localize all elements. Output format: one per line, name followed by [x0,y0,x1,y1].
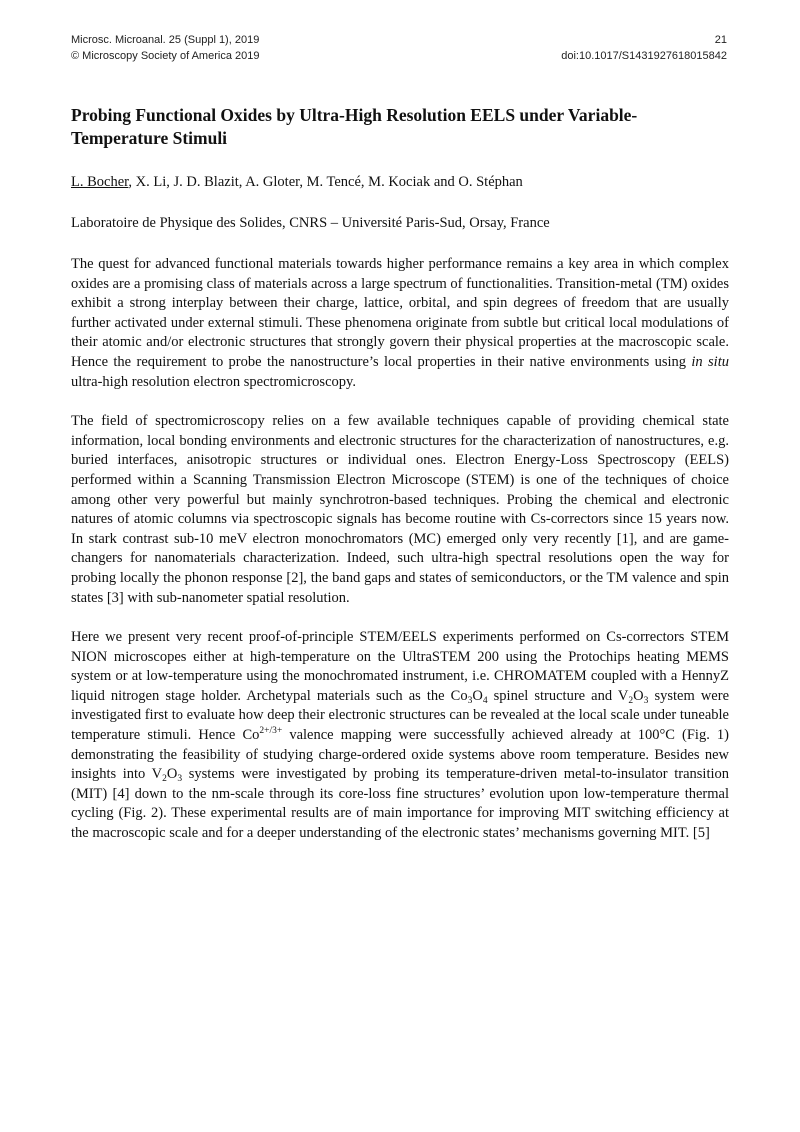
v2o3-subscript-3: 3 [643,695,649,706]
paragraph-3-text-5: systems were investigated by probing its temperature-driven metal-to-insulator transition (MIT) [4] down to the nm-scale through its core-loss fine structures’ evolution upon low-temperature thermal cycling (Fig. 2). These experimental results are of main importance for improving MIT switching efficiency at the macroscopic scale and for a deeper understanding of the electronic states’ mechanisms governing MIT. [5] [71,766,730,842]
presenting-author: L. Bocher [71,174,129,190]
paragraph-1-text-b: ultra-high resolution electron spectromicroscopy. [71,373,356,390]
article-title: Probing Functional Oxides by Ultra-High Resolution EELS under Variable-Temperature Stimuli [71,105,638,148]
co3o4-subscript-3: 3 [467,695,473,706]
co3o4-oxygen: O [472,687,483,704]
v2o3b-subscript-3: 3 [177,774,183,785]
v2o3b-oxygen: O [166,766,178,783]
paragraph-1-italic: in situ [691,353,729,370]
v2o3-subscript-2: 2 [628,695,634,706]
page-number: 21 [714,34,727,46]
paragraph-3-text-2: spinel structure and V [487,687,629,704]
header-left [71,32,259,64]
co3o4-subscript-4: 4 [482,695,488,706]
affiliation: Laboratoire de Physique des Solides, CNRS – Université Paris-Sud, Orsay, France [71,215,550,231]
author-list [71,173,729,192]
co-valence-superscript: 2+/3+ [259,726,283,737]
v2o3-oxygen: O [633,687,644,704]
paragraph-3-text-3: system were investigated first to evaluate how deep their electronic structures can be revealed at the local scale under tuneable temperature stimuli. Hence Co [71,687,729,744]
paragraph-2: The field of spectromicroscopy relies on a few available techniques capable of providing chemical state information, local bonding environments and electronic structures for the characterization of nanostructures, e.g. buried interfaces, anisotropic structures or individual ones. Electron Energy-Loss Spectroscopy (EELS) performed within a Scanning Transmission Electron Microscope (STEM) is one of the techniques of choice among other very powerful but mainly synchrotron-based techniques. Probing the chemical and electronic natures of atomic columns via spectroscopic signals has become routine with Cs-correctors since 15 years now. In stark contrast sub-10 meV electron monochromators (MC) emerged only very recently [1], and are game-changers for nanomaterials characterization. Indeed, such ultra-high spectral resolutions open the way for probing locally the phonon response [2], the band gaps and states of semiconductors, or the TM valence and spin states [3] with sub-nanometer spatial resolution. [71,413,729,606]
header-right [561,32,727,64]
page-header [71,32,727,66]
paragraph-3-text-1: Here we present very recent proof-of-principle STEM/EELS experiments performed on Cs-correctors STEM NION microscopes either at high-temperature on the UltraSTEM 200 using the Protochips heating MEMS system or at low-temperature using the monochromated instrument, i.e. CHROMATEM coupled with a HennyZ liquid nitrogen stage holder. Archetypal materials such as the Co [71,629,729,704]
paragraph-3-text-4: valence mapping were successfully achieved already at 100°C (Fig. 1) demonstrating the feasibility of studying charge-ordered oxide systems above room temperature. Besides new insights into V [71,727,729,783]
paragraph-1-text-a: The quest for advanced functional materials towards higher performance remains a key area in which complex oxides are a promising class of materials across a large spectrum of functionalities. Transition-metal (TM) oxides exhibit a strong interplay between their charge, lattice, orbital, and spin degrees of freedom that are usually further activated under external stimuli. These phenomena originate from subtle but critical local modulations of their atomic and/or electronic structures that strongly govern their physical properties at the macroscopic scale. Hence the requirement to probe the nanostructure’s local properties in their native environments using [71,256,729,370]
copyright-line: © Microscopy Society of America 2019 [71,50,260,62]
article-body [71,104,729,864]
paragraph-1 [71,255,729,392]
doi: doi:10.1017/S1431927618015842 [561,50,727,62]
co-authors: , X. Li, J. D. Blazit, A. Gloter, M. Tencé, M. Kociak and O. Stéphan [128,174,523,190]
paragraph-3 [71,628,729,844]
journal-citation: Microsc. Microanal. 25 (Suppl 1), 2019 [71,34,260,46]
v2o3b-subscript-2: 2 [162,774,167,785]
